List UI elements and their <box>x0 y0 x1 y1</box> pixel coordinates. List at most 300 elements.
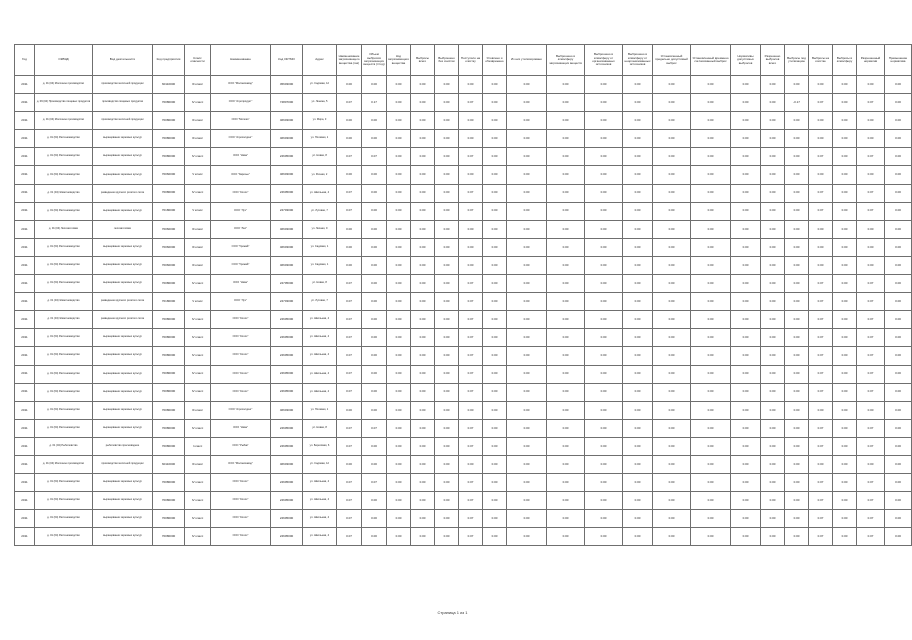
table-cell: д. 01 (04) Растениеводство <box>35 238 93 256</box>
table-cell: 0.00 <box>833 329 857 347</box>
table-cell: ул. Школьная, 4 <box>303 474 337 492</box>
table-cell: 0.00 <box>761 112 785 130</box>
table-cell: 24605000 <box>271 184 303 202</box>
table-cell: 70080000 <box>153 275 185 293</box>
table-cell: 0.00 <box>785 256 809 274</box>
table-cell: 0.00 <box>507 528 547 546</box>
table-cell: 0.00 <box>857 76 885 94</box>
table-cell: 0.00 <box>435 293 459 311</box>
table-cell: 0.00 <box>731 220 761 238</box>
table-cell: 0.00 <box>435 401 459 419</box>
table-row <box>15 492 912 510</box>
table-cell: 0.07 <box>857 510 885 528</box>
table-cell: 0.00 <box>435 528 459 546</box>
table-cell: 0.00 <box>623 148 653 166</box>
table-cell: 0.00 <box>507 347 547 365</box>
table-cell: лесозаготовки <box>93 220 153 238</box>
table-cell: ООО "Урожай" <box>211 256 271 274</box>
table-cell: 0.00 <box>691 329 731 347</box>
table-cell: 0.00 <box>785 148 809 166</box>
table-cell: 0.00 <box>585 455 623 473</box>
table-cell: 0.00 <box>435 275 459 293</box>
table-cell: 70080000 <box>153 528 185 546</box>
table-cell: 0.07 <box>337 437 362 455</box>
table-cell: 0.00 <box>653 293 691 311</box>
table-cell: выращивание зерновых культур <box>93 130 153 148</box>
table-cell: 0.00 <box>691 311 731 329</box>
table-cell: 0.00 <box>623 275 653 293</box>
table-cell: д. 01 (04) Растениеводство <box>35 202 93 220</box>
table-cell: 2011 <box>15 166 35 184</box>
table-cell: 70060000 <box>153 220 185 238</box>
table-row <box>15 311 912 329</box>
table-cell: III класс <box>185 455 211 473</box>
table-cell: 0.07 <box>459 365 483 383</box>
table-cell: 0.00 <box>411 492 435 510</box>
column-header: Код предприятия <box>153 45 185 76</box>
table-cell: 0.00 <box>691 148 731 166</box>
table-cell: 70080000 <box>153 184 185 202</box>
table-cell: ул. Мира, 3 <box>303 112 337 130</box>
table-cell: 0.00 <box>435 184 459 202</box>
table-cell: 0.00 <box>731 419 761 437</box>
table-cell: 0.00 <box>411 112 435 130</box>
table-cell: V класс <box>185 202 211 220</box>
table-cell: 0.00 <box>585 474 623 492</box>
table-cell: 0.00 <box>653 220 691 238</box>
table-cell: 0.00 <box>507 256 547 274</box>
table-cell: 0.07 <box>459 94 483 112</box>
table-cell: III класс <box>185 401 211 419</box>
table-cell: 0.07 <box>857 94 885 112</box>
table-cell: 0.00 <box>483 365 507 383</box>
table-cell: 0.00 <box>411 383 435 401</box>
table-cell: 0.00 <box>623 329 653 347</box>
table-cell: 0.00 <box>691 492 731 510</box>
table-cell: 0.00 <box>387 492 411 510</box>
table-cell: 24605000 <box>271 347 303 365</box>
table-cell: 0.07 <box>459 510 483 528</box>
table-cell: 0.07 <box>857 329 885 347</box>
table-cell: 0.00 <box>411 293 435 311</box>
table-cell: V класс <box>185 293 211 311</box>
table-row <box>15 510 912 528</box>
table-cell: 0.00 <box>459 401 483 419</box>
table-cell: 0.00 <box>362 528 387 546</box>
table-cell: 0.00 <box>691 365 731 383</box>
table-cell: 70080000 <box>153 510 185 528</box>
table-cell: 0.07 <box>809 184 833 202</box>
table-cell: 0.00 <box>435 419 459 437</box>
table-cell: 0.00 <box>809 220 833 238</box>
table-cell: 0.00 <box>547 419 585 437</box>
table-cell: 46603000 <box>271 401 303 419</box>
table-cell: выращивание зерновых культур <box>93 202 153 220</box>
table-cell: 0.00 <box>483 510 507 528</box>
table-row <box>15 130 912 148</box>
table-cell: IV класс <box>185 275 211 293</box>
table-cell: IV класс <box>185 492 211 510</box>
table-cell: 0.00 <box>691 130 731 148</box>
table-cell: IV класс <box>185 474 211 492</box>
table-cell: д. 01 (04) Растениеводство <box>35 256 93 274</box>
table-cell: 0.07 <box>809 365 833 383</box>
table-cell: 0.00 <box>547 437 585 455</box>
table-cell: 0.00 <box>362 275 387 293</box>
table-cell: 0.00 <box>387 76 411 94</box>
table-cell: 0.00 <box>459 130 483 148</box>
table-cell: 0.00 <box>833 130 857 148</box>
table-cell: 0.00 <box>411 365 435 383</box>
table-cell: выращивание зерновых культур <box>93 492 153 510</box>
table-cell: 0.00 <box>785 419 809 437</box>
table-cell: 0.00 <box>653 94 691 112</box>
table-cell: IV класс <box>185 184 211 202</box>
table-cell: 2011 <box>15 528 35 546</box>
table-cell: 0.00 <box>387 510 411 528</box>
table-cell: 24605000 <box>271 329 303 347</box>
table-cell: 0.00 <box>761 383 785 401</box>
table-cell: 0.07 <box>809 94 833 112</box>
table-cell: 0.07 <box>809 148 833 166</box>
table-cell: 0.00 <box>483 112 507 130</box>
table-body <box>15 76 912 546</box>
table-cell: 0.00 <box>507 238 547 256</box>
table-cell: 0.00 <box>387 401 411 419</box>
table-cell: 0.00 <box>387 474 411 492</box>
table-cell: 2011 <box>15 112 35 130</box>
table-cell: 2011 <box>15 419 35 437</box>
table-cell: 0.07 <box>362 474 387 492</box>
table-cell: 0.00 <box>547 311 585 329</box>
table-cell: 0.00 <box>731 383 761 401</box>
table-cell: 0.00 <box>785 383 809 401</box>
table-cell: 70080000 <box>153 383 185 401</box>
table-cell: 0.07 <box>857 437 885 455</box>
table-cell: 0.00 <box>623 401 653 419</box>
table-cell: ООО "Агрохолдинг" <box>211 130 271 148</box>
table-cell: 60110000 <box>153 76 185 94</box>
table-cell: 0.00 <box>362 238 387 256</box>
table-row <box>15 383 912 401</box>
table-cell: выращивание зерновых культур <box>93 347 153 365</box>
table-cell: 0.07 <box>337 275 362 293</box>
table-cell: 0.07 <box>857 347 885 365</box>
table-cell: 0.00 <box>411 510 435 528</box>
table-row <box>15 437 912 455</box>
table-cell: 0.00 <box>885 311 912 329</box>
column-header: Выбросы в атмосферу <box>833 45 857 76</box>
table-cell: 0.07 <box>809 528 833 546</box>
table-cell: ул. Школьная, 4 <box>303 311 337 329</box>
table-cell: 0.07 <box>809 202 833 220</box>
table-cell: 0.00 <box>691 275 731 293</box>
table-cell: 0.00 <box>387 112 411 130</box>
table-cell: 0.00 <box>691 455 731 473</box>
table-cell: ООО "Агрохолдинг" <box>211 401 271 419</box>
table-cell: производство молочной продукции <box>93 112 153 130</box>
table-cell: 0.00 <box>653 148 691 166</box>
table-cell: д. 01 (04) Растениеводство <box>35 329 93 347</box>
table-cell: 0.00 <box>785 184 809 202</box>
table-cell: 0.00 <box>731 492 761 510</box>
table-cell: 0.00 <box>691 94 731 112</box>
table-cell: производство молочной продукции <box>93 76 153 94</box>
column-header: Выброшено в атмосферу загрязняющих веществ <box>547 45 585 76</box>
table-cell: 0.00 <box>387 293 411 311</box>
table-cell: 0.00 <box>507 130 547 148</box>
table-cell: 70180000 <box>153 293 185 311</box>
column-header: Разрешено выбросов всего <box>761 45 785 76</box>
table-cell: 0.00 <box>547 275 585 293</box>
table-cell: выращивание зерновых культур <box>93 383 153 401</box>
data-table <box>14 44 912 546</box>
table-cell: 0.00 <box>623 419 653 437</box>
table-cell: 46603000 <box>271 220 303 238</box>
table-cell: 0.00 <box>507 474 547 492</box>
header-row <box>15 45 912 76</box>
column-header: Установленный временно согласованный выброс <box>691 45 731 76</box>
table-cell: 0.00 <box>809 130 833 148</box>
column-header: Превышение норматива <box>885 45 912 76</box>
table-cell: 0.00 <box>785 401 809 419</box>
table-cell: 0.00 <box>387 365 411 383</box>
table-cell: 0.00 <box>653 455 691 473</box>
table-cell: 0.00 <box>337 220 362 238</box>
table-row <box>15 293 912 311</box>
table-cell: 2011 <box>15 94 35 112</box>
table-cell: 0.00 <box>833 437 857 455</box>
table-cell: 0.00 <box>785 202 809 220</box>
table-cell: 0.00 <box>337 401 362 419</box>
table-cell: 0.00 <box>857 238 885 256</box>
table-cell: 0.00 <box>761 94 785 112</box>
table-cell: 0.00 <box>547 365 585 383</box>
table-cell: 0.00 <box>885 148 912 166</box>
table-cell: 0.00 <box>547 130 585 148</box>
table-cell: 70180000 <box>153 202 185 220</box>
table-cell: 0.00 <box>585 202 623 220</box>
table-cell: 0.00 <box>362 76 387 94</box>
table-cell: 0.00 <box>885 510 912 528</box>
table-row <box>15 220 912 238</box>
table-cell: 2011 <box>15 455 35 473</box>
table-cell: 0.07 <box>809 275 833 293</box>
table-cell: 0.00 <box>761 166 785 184</box>
table-cell: выращивание зерновых культур <box>93 401 153 419</box>
table-cell: 0.00 <box>731 202 761 220</box>
table-cell: 0.00 <box>885 293 912 311</box>
table-cell: 0.00 <box>833 510 857 528</box>
table-cell: 46603000 <box>271 130 303 148</box>
table-cell: 0.00 <box>585 76 623 94</box>
table-row <box>15 401 912 419</box>
table-cell: 0.07 <box>809 474 833 492</box>
table-cell: 0.00 <box>731 76 761 94</box>
table-cell: ООО "Колос" <box>211 365 271 383</box>
table-cell: выращивание зерновых культур <box>93 365 153 383</box>
table-cell: 0.00 <box>731 238 761 256</box>
table-cell: 0.00 <box>785 510 809 528</box>
table-cell: 0.00 <box>623 347 653 365</box>
table-cell: 0.00 <box>833 383 857 401</box>
table-cell: 0.00 <box>387 311 411 329</box>
table-cell: 0.00 <box>387 130 411 148</box>
table-cell: 0.07 <box>459 329 483 347</box>
table-cell: IV класс <box>185 528 211 546</box>
table-cell: 0.00 <box>585 492 623 510</box>
table-cell: 0.00 <box>857 220 885 238</box>
column-header: Вид деятельности <box>93 45 153 76</box>
column-header: Код загрязняющего вещества <box>387 45 411 76</box>
table-cell: III класс <box>185 256 211 274</box>
table-cell: 0.00 <box>387 202 411 220</box>
table-cell: 2011 <box>15 293 35 311</box>
table-cell: IV класс <box>185 94 211 112</box>
table-row <box>15 347 912 365</box>
table-cell: ул. Школьная, 4 <box>303 383 337 401</box>
table-cell: 0.07 <box>337 202 362 220</box>
table-cell: 0.00 <box>547 510 585 528</box>
table-cell: 0.00 <box>731 130 761 148</box>
table-cell: IV класс <box>185 148 211 166</box>
table-cell: 0.00 <box>785 365 809 383</box>
table-cell: 0.07 <box>809 510 833 528</box>
table-cell: ул. Садовая, 12 <box>303 455 337 473</box>
table-cell: 0.00 <box>691 510 731 528</box>
table-cell: 0.00 <box>761 510 785 528</box>
table-cell: 0.07 <box>337 94 362 112</box>
table-cell: 0.00 <box>761 419 785 437</box>
column-header: Год <box>15 45 35 76</box>
table-cell: 0.00 <box>585 184 623 202</box>
table-cell: 0.00 <box>809 401 833 419</box>
table-cell: 0.00 <box>833 275 857 293</box>
table-cell: д. 01 (04) Растениеводство <box>35 166 93 184</box>
table-cell: 0.00 <box>731 311 761 329</box>
table-cell: III класс <box>185 130 211 148</box>
table-cell: 0.00 <box>435 238 459 256</box>
table-cell: 0.07 <box>362 419 387 437</box>
table-row <box>15 148 912 166</box>
table-cell: 24605000 <box>271 311 303 329</box>
table-cell: 0.00 <box>387 220 411 238</box>
table-cell: 0.07 <box>809 419 833 437</box>
table-cell: д. 01 (04) Растениеводство <box>35 401 93 419</box>
table-cell: 0.00 <box>547 293 585 311</box>
table-row <box>15 94 912 112</box>
table-cell: ООО "Колос" <box>211 528 271 546</box>
table-cell: 60110000 <box>153 455 185 473</box>
table-cell: 0.07 <box>337 329 362 347</box>
table-cell: -0.17 <box>785 94 809 112</box>
table-cell: 0.00 <box>761 220 785 238</box>
table-cell: 0.00 <box>483 329 507 347</box>
table-cell: д. 01 (04) Растениеводство <box>35 510 93 528</box>
table-cell: 0.00 <box>362 365 387 383</box>
table-cell: д. 01 (04) Молочное производство <box>35 112 93 130</box>
table-cell: ООО "Урожай" <box>211 238 271 256</box>
table-cell: 0.00 <box>785 347 809 365</box>
table-row <box>15 419 912 437</box>
table-cell: 0.00 <box>507 293 547 311</box>
table-cell: 0.00 <box>653 492 691 510</box>
table-cell: 0.00 <box>387 455 411 473</box>
table-cell: 0.00 <box>761 275 785 293</box>
table-cell: 2011 <box>15 311 35 329</box>
table-cell: 0.00 <box>761 401 785 419</box>
table-cell: 0.00 <box>761 148 785 166</box>
table-cell: 0.00 <box>731 329 761 347</box>
table-cell: 0.00 <box>507 437 547 455</box>
table-cell: ООО "Молокозавод" <box>211 455 271 473</box>
table-cell: 24605000 <box>271 492 303 510</box>
table-cell: IV класс <box>185 365 211 383</box>
table-cell: 0.00 <box>483 76 507 94</box>
table-cell: выращивание зерновых культур <box>93 166 153 184</box>
table-cell: 0.00 <box>362 166 387 184</box>
table-cell: ООО "Луч" <box>211 202 271 220</box>
table-cell: 0.07 <box>459 293 483 311</box>
table-cell: 2011 <box>15 401 35 419</box>
table-cell: 46603000 <box>271 166 303 184</box>
table-cell: 0.00 <box>507 419 547 437</box>
table-cell: 2011 <box>15 437 35 455</box>
table-cell: 70060000 <box>153 166 185 184</box>
table-cell: 0.00 <box>387 528 411 546</box>
table-cell: 0.00 <box>885 492 912 510</box>
table-cell: ул. Школьная, 4 <box>303 492 337 510</box>
table-cell: 0.00 <box>731 510 761 528</box>
table-cell: 0.00 <box>337 166 362 184</box>
table-cell: 0.00 <box>435 94 459 112</box>
table-cell: 0.00 <box>761 311 785 329</box>
table-cell: ООО "Колос" <box>211 311 271 329</box>
table-cell: 0.00 <box>362 256 387 274</box>
table-cell: 0.00 <box>547 220 585 238</box>
column-header: Выбросы на очистке <box>809 45 833 76</box>
table-cell: V класс <box>185 166 211 184</box>
table-cell: 0.00 <box>623 184 653 202</box>
table-cell: 0.00 <box>761 437 785 455</box>
table-cell: 0.00 <box>337 455 362 473</box>
table-cell: 0.00 <box>885 220 912 238</box>
table-cell: 0.00 <box>435 130 459 148</box>
table-cell: 0.00 <box>507 401 547 419</box>
table-cell: разведение крупного рогатого скота <box>93 311 153 329</box>
table-cell: ООО "Заречье" <box>211 166 271 184</box>
table-cell: 0.00 <box>362 510 387 528</box>
table-cell: 0.00 <box>387 419 411 437</box>
table-cell: 0.07 <box>337 528 362 546</box>
table-cell: д. 01 (04) Животноводство <box>35 184 93 202</box>
table-cell: 0.00 <box>459 166 483 184</box>
table-cell: ул. Садовая, 1 <box>303 256 337 274</box>
table-cell: 0.00 <box>387 383 411 401</box>
table-cell: 0.00 <box>585 383 623 401</box>
table-cell: 2011 <box>15 220 35 238</box>
column-header: Выброшено в атмосферу от неорганизованных источников <box>623 45 653 76</box>
table-cell: 0.00 <box>411 455 435 473</box>
table-cell: 0.00 <box>833 94 857 112</box>
table-cell: III класс <box>185 220 211 238</box>
table-cell: д. 01 (04) Молочное производство <box>35 76 93 94</box>
table-cell: 0.00 <box>653 419 691 437</box>
table-cell: 0.00 <box>585 347 623 365</box>
table-cell: 0.07 <box>809 347 833 365</box>
table-cell: д. 09 (04) Производство пищевых продуктов <box>35 94 93 112</box>
table-cell: 2011 <box>15 474 35 492</box>
